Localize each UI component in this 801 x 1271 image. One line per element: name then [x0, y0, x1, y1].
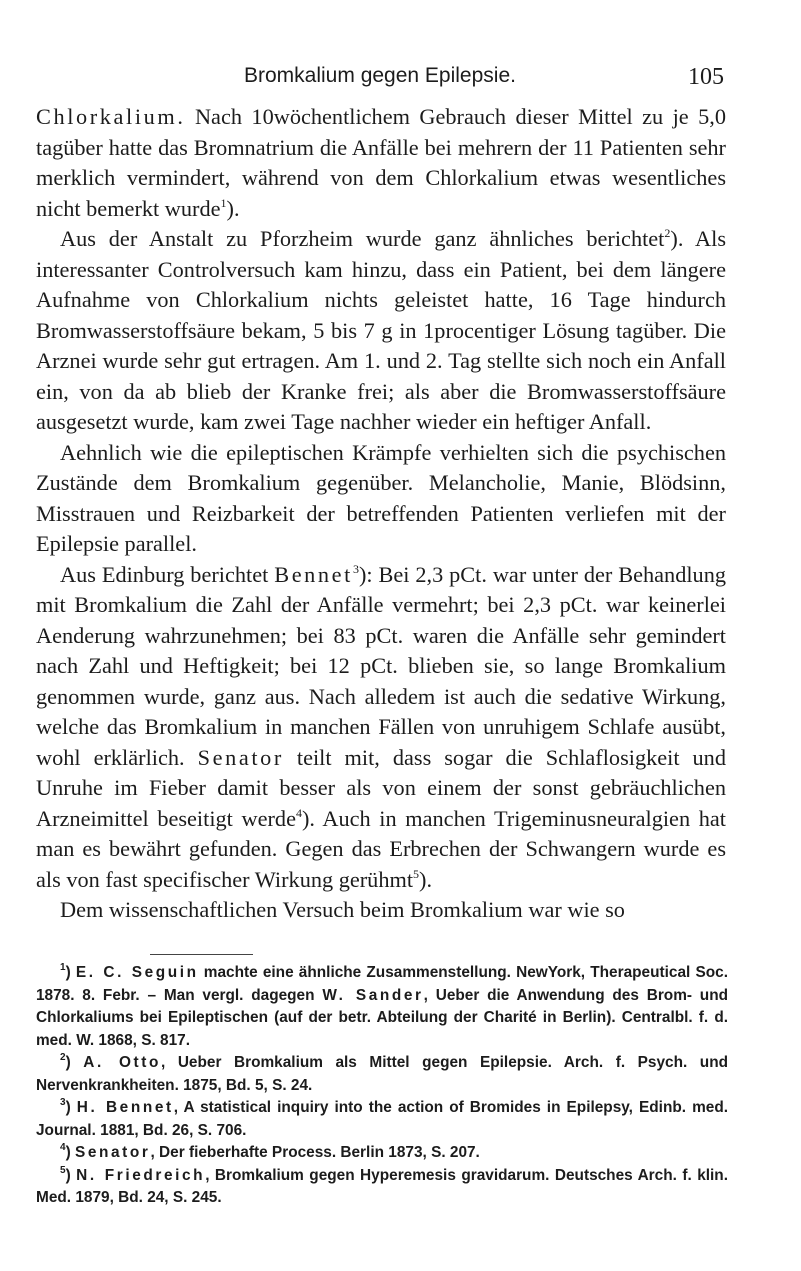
paragraph-text: Nach 10wöchentlichem Gebrauch dieser Mittel zu je 5,0 tagüber hatte das Bromnatrium die Anfälle bei mehrern der 11 Patienten sehr merklich vermindert, während von dem Chlorkalium etwas wesentliches nicht bemerkt wurde: [36, 104, 726, 221]
footnote-number: 5: [60, 1164, 66, 1176]
paragraph-text: Dem wissenschaftlichen Versuch beim Bromkalium war wie so: [60, 897, 625, 922]
footnote-author: A. Otto: [83, 1054, 161, 1071]
author-name: Senator: [197, 744, 284, 770]
paragraph-3: [36, 438, 726, 560]
paragraph-text: teilt mit, dass sogar die Schlaflosigkeit und Unruhe im Fieber damit besser als von einem der sonst gebräuchlichen Arzneimittel beseitigt werde: [36, 744, 726, 831]
footnote-text: , A statistical inquiry into the action of Bromides in Epilepsy, Edinb. med. Journal. 1881, Bd. 26, S. 706.: [36, 1099, 728, 1139]
footnote-text: , Der fieberhafte Process. Berlin 1873, S. 207.: [150, 1144, 480, 1161]
paragraph-text: Aus der Anstalt zu Pforzheim wurde ganz ähnliches berichtet: [60, 226, 665, 251]
footnote-author: H. Bennet: [76, 1099, 174, 1116]
footnote-5: $^5$) N. Friedreich, Bromkalium gegen Hyperemesis gravidarum. Deutsches Arch. f. klin. Med. 1879, Bd. 24, S. 245.: [36, 1164, 728, 1206]
footnote-4: $^4$) Senator, Der fieberhafte Process. Berlin 1873, S. 207.: [60, 1142, 480, 1161]
running-title: Bromkalium gegen Epilepsie.: [244, 64, 516, 87]
footnote-1: $^1$) E. C. Seguin machte eine ähnliche Zusammenstellung. NewYork, Therapeutical Soc. 1878. 8. Febr. – Man vergl. dagegen W. Sander, Ueber die Anwendung des Brom- und Chlorkaliums bei Epileptischen (auf der betr. Abteilung der Charité in Berlin). Centralbl. f. d. med. W. 1868, S. 817.: [36, 962, 729, 1049]
footnote-number: 4: [60, 1142, 66, 1153]
footnote-ref: 3: [352, 561, 359, 576]
paragraph-text: ). Als interessanter Controlversuch kam hinzu, dass ein Patient, bei dem längere Aufnahme von Chlorkalium nichts geleistet hatte, 16 Tage hindurch Bromwasserstoffsäure bekam, 5 bis 7 g in 1procentiger Lösung tagüber. Die Arznei wurde sehr gut ertragen. Am 1. und 2. Tag stellte sich noch ein Anfall ein, von da ab blieb der Kranke frei; als aber die Bromwasserstoffsäure ausgesetzt wurde, kam zwei Tage nachher wieder ein heftiger Anfall.: [36, 226, 726, 434]
body-text: [36, 102, 726, 926]
footnotes: [36, 962, 728, 1210]
footnote-text: , Ueber Bromkalium als Mittel gegen Epilepsie. Arch. f. Psych. und Nervenkrankheiten. 1875, Bd. 5, S. 24.: [36, 1054, 728, 1094]
footnote-text: , Ueber die Anwendung des Brom- und Chlorkaliums bei Epileptischen (auf der betr. Abteilung der Charité in Berlin). Centralbl. f. d. med. W. 1868, S. 817.: [36, 986, 729, 1049]
footnote-number: 1: [60, 962, 66, 973]
page-header: [36, 64, 724, 94]
paragraph-text: ): Bei 2,3 pCt. war unter der Behandlung mit Bromkalium die Zahl der Anfälle vermehrt; bei 2,3 pCt. war keinerlei Aenderung wahrzunehmen; bei 83 pCt. waren die Anfälle sehr gemindert nach Zahl und Heftigkeit; bei 12 pCt. blieben sie, so lange Bromkalium genommen wurde, ganz aus. Nach alledem ist auch die sedative Wirkung, welche das Bromkalium in manchen Fällen von unruhigem Schlafe ausübt, wohl erklärlich.: [36, 561, 726, 770]
footnote-text: machte eine ähnliche Zusammenstellung. NewYork, Therapeutical Soc. 1878. 8. Febr. – Man vergl. dagegen: [36, 964, 728, 1004]
footnote-author: Senator: [74, 1144, 151, 1161]
footnote-ref: 1: [220, 195, 227, 210]
paragraph-1: [36, 102, 726, 224]
footnote-ref: 2: [664, 226, 671, 240]
paragraph-text: ).: [419, 866, 433, 892]
footnote-number: 2: [60, 1052, 66, 1063]
paragraph-text: ).: [226, 195, 240, 221]
paragraph-text: ). Auch in manchen Trigeminusneuralgien hat man es bewährt gefunden. Gegen das Erbrechen der Schwangern wurde es als von fast specifischer Wirkung gerühmt: [36, 805, 726, 892]
footnote-author: N. Friedreich: [76, 1166, 206, 1184]
footnote-3: $^3$) H. Bennet, A statistical inquiry into the action of Bromides in Epilepsy, Edinb. med. Journal. 1881, Bd. 26, S. 706.: [36, 1097, 728, 1139]
footnote-author: E. C. Seguin: [75, 964, 199, 981]
footnote-text: , Bromkalium gegen Hyperemesis gravidarum. Deutsches Arch. f. klin. Med. 1879, Bd. 24, S. 245.: [36, 1166, 728, 1206]
paragraph-4: [36, 560, 726, 896]
author-name: Bennet: [274, 561, 353, 587]
lead-term: Chlorkalium.: [36, 104, 186, 129]
paragraph-text: Aehnlich wie die epileptischen Krämpfe verhielten sich die psychischen Zustände dem Bromkalium gegenüber. Melancholie, Manie, Blödsinn, Misstrauen und Reizbarkeit der betreffenden Patienten verliefen mit der Epilepsie parallel.: [36, 439, 726, 556]
footnote-divider: [150, 954, 253, 955]
paragraph-text: Aus Edinburg berichtet: [60, 561, 275, 587]
footnote-number: 3: [60, 1097, 66, 1108]
footnote-ref: 5: [413, 866, 420, 881]
paragraph-2: [36, 224, 726, 438]
page-number: 105: [688, 64, 724, 90]
footnote-2: $^2$) A. Otto, Ueber Bromkalium als Mittel gegen Epilepsie. Arch. f. Psych. und Nervenkrankheiten. 1875, Bd. 5, S. 24.: [36, 1052, 728, 1094]
paragraph-5: [36, 895, 726, 926]
footnote-author: W. Sander: [322, 986, 424, 1004]
footnote-ref: 4: [295, 805, 302, 820]
